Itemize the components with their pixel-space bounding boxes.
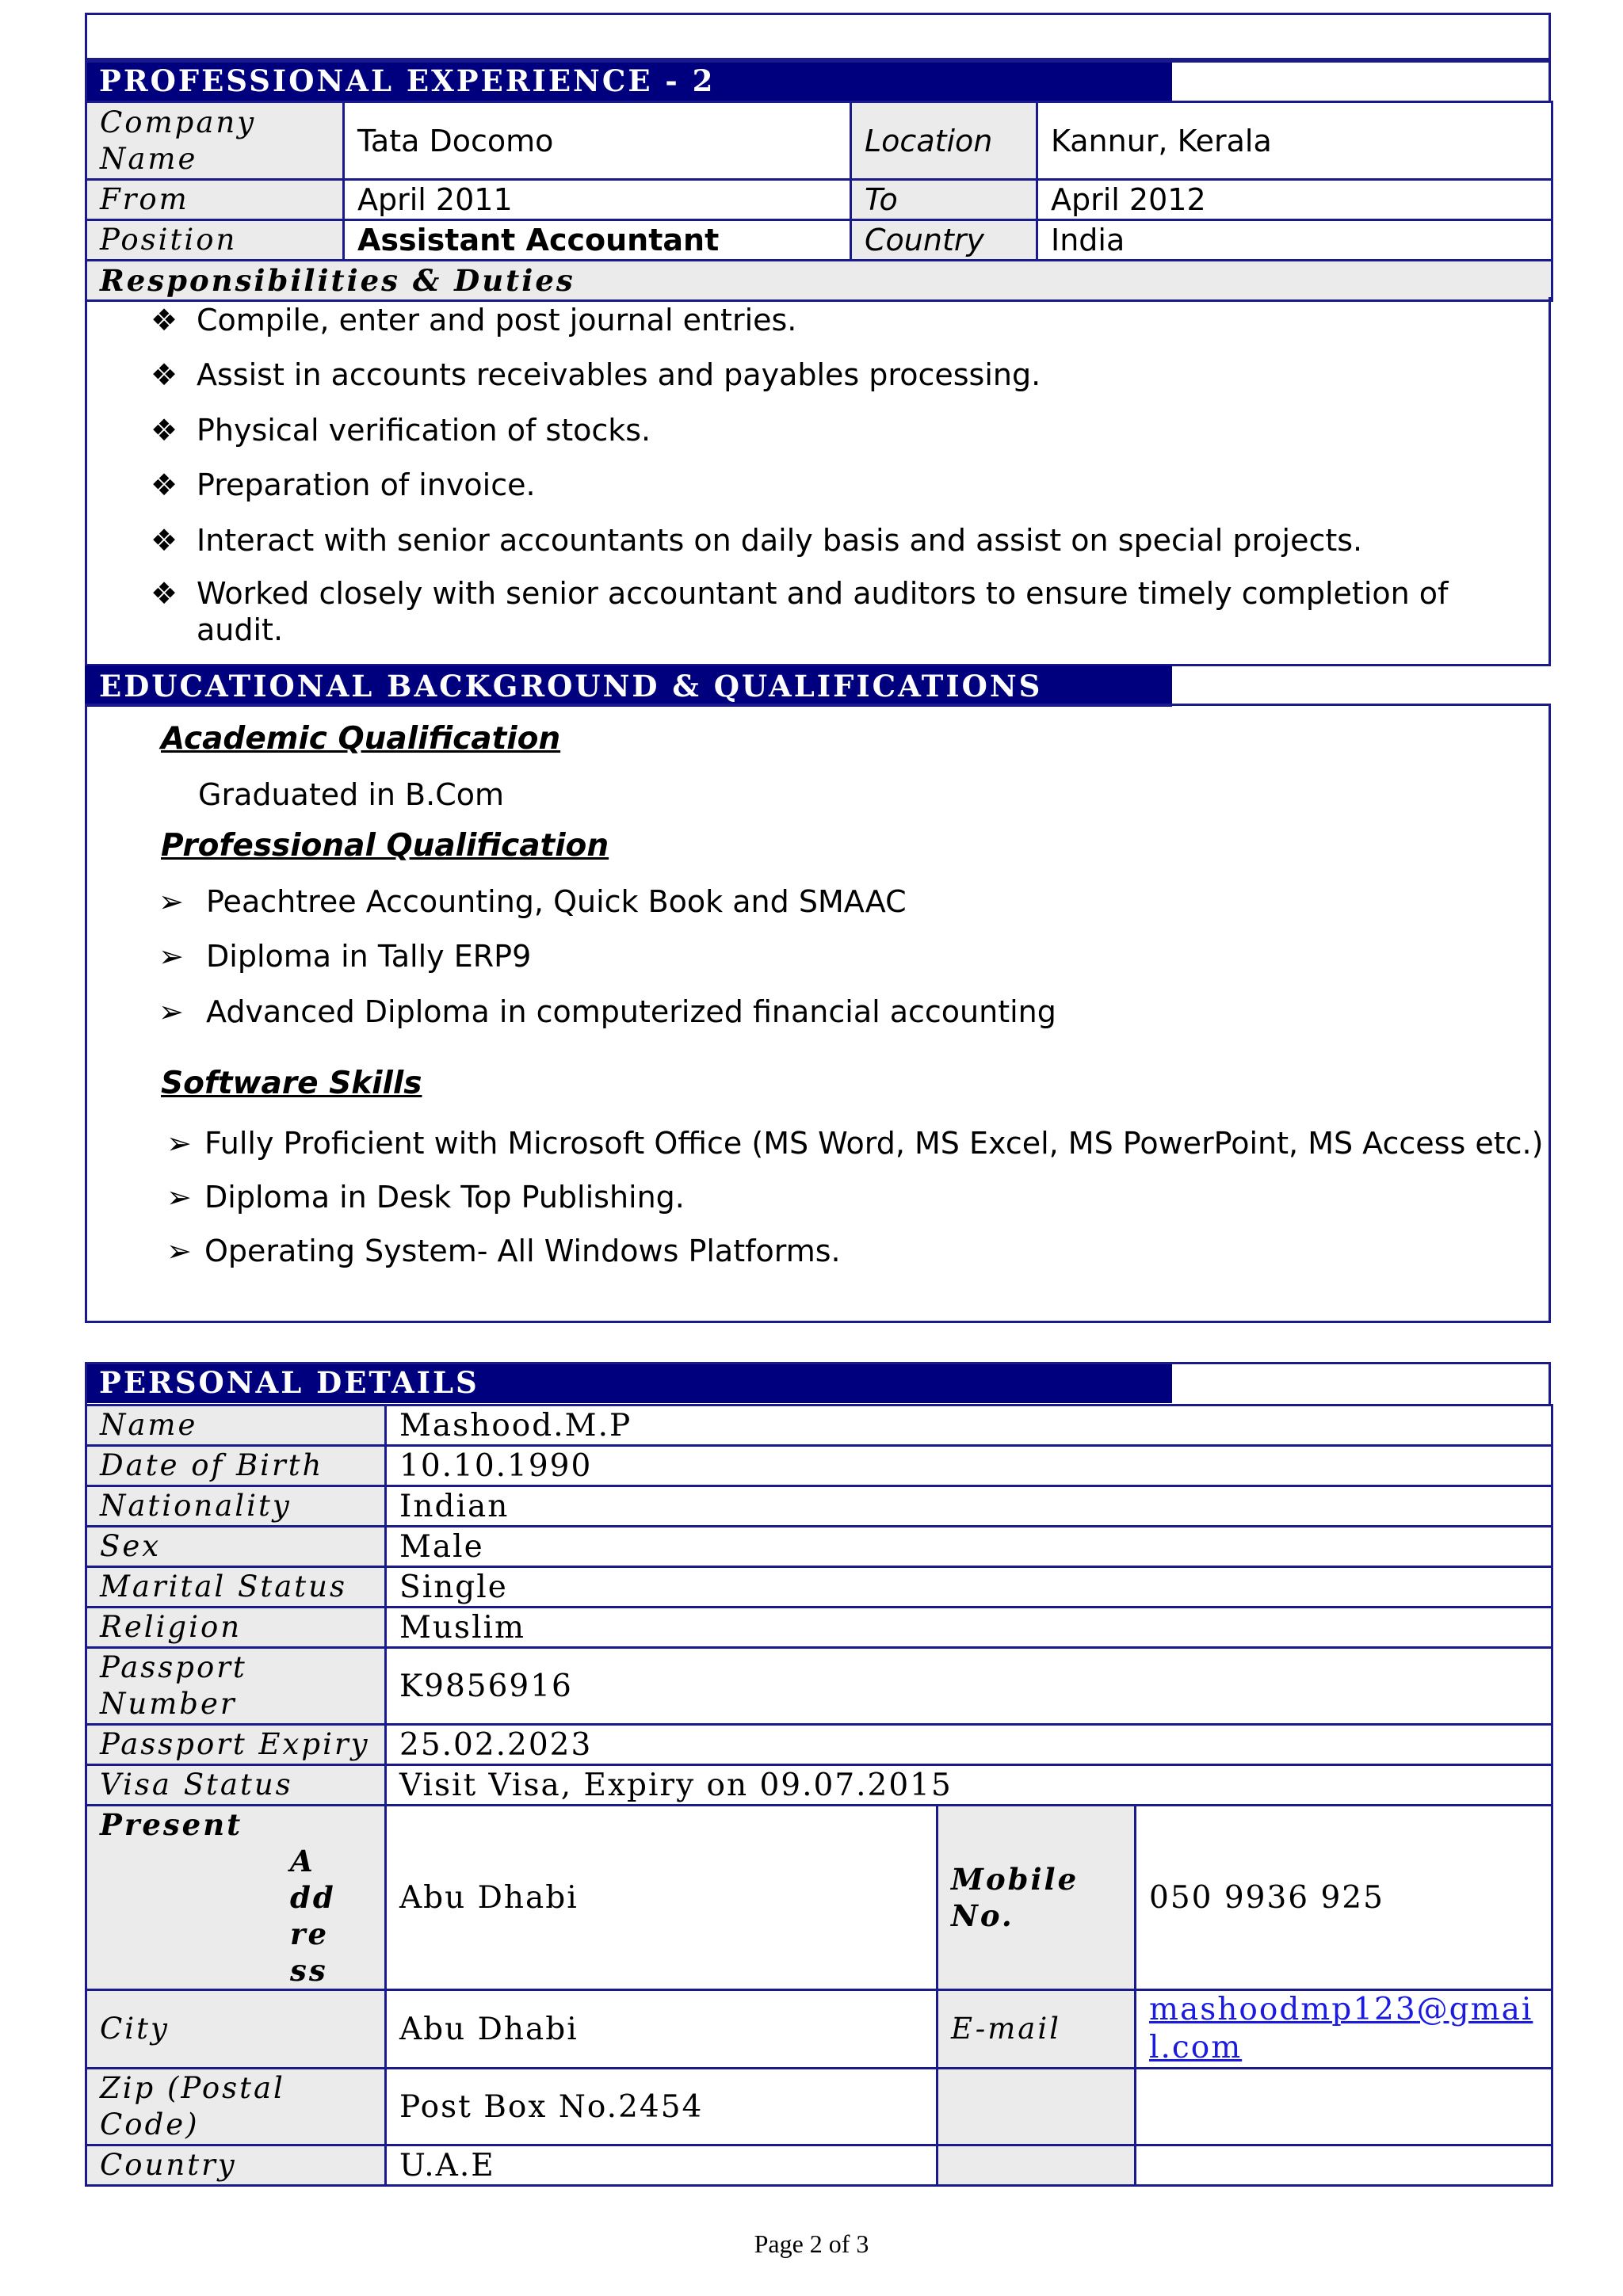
- nationality-label: Nationality: [86, 1486, 386, 1527]
- software-item: ➢ Fully Proficient with Microsoft Office (MS Word, MS Excel, MS PowerPoint, MS Access etc.): [166, 1126, 1544, 1161]
- arrow-bullet-icon: ➢: [166, 1234, 192, 1268]
- location-value: Kannur, Kerala: [1037, 102, 1552, 180]
- personal-heading-frame: [85, 1362, 1551, 1406]
- company-value: Tata Docomo: [344, 102, 851, 180]
- arrow-bullet-icon: ➢: [158, 884, 184, 919]
- duty-item: ❖ Preparation of invoice.: [151, 467, 536, 502]
- religion-value: Muslim: [386, 1608, 1552, 1648]
- top-frame: [85, 13, 1551, 60]
- empty-cell: [938, 2069, 1136, 2145]
- diamond-bullet-icon: ❖: [151, 303, 178, 338]
- arrow-bullet-icon: ➢: [158, 939, 184, 974]
- duty-item: ❖ Compile, enter and post journal entries.: [151, 303, 797, 338]
- duty-item: ❖ Assist in accounts receivables and payables processing.: [151, 357, 1041, 392]
- present-address-label: [86, 1806, 386, 1990]
- arrow-bullet-icon: ➢: [166, 1180, 192, 1215]
- software-item: ➢ Diploma in Desk Top Publishing.: [166, 1180, 685, 1215]
- software-heading: Software Skills: [161, 1066, 422, 1101]
- city-label: City: [86, 1990, 386, 2069]
- personal-table: [85, 1404, 1553, 2187]
- diamond-bullet-icon: ❖: [151, 357, 178, 392]
- email-link[interactable]: mashoodmp123@gmail.com: [1149, 1992, 1533, 2065]
- diamond-bullet-icon: ❖: [151, 467, 178, 502]
- passport-number-value: K9856916: [386, 1648, 1552, 1725]
- marital-value: Single: [386, 1567, 1552, 1608]
- software-item: ➢ Operating System- All Windows Platforms.: [166, 1234, 841, 1268]
- to-value: April 2012: [1037, 180, 1552, 220]
- professional-item: ➢ Advanced Diploma in computerized financial accounting: [158, 994, 1056, 1029]
- diamond-bullet-icon: ❖: [151, 523, 178, 558]
- duties-label: Responsibilities & Duties: [86, 261, 1552, 301]
- zip-label: Zip (Postal Code): [86, 2069, 386, 2145]
- duty-item: ❖ Worked closely with senior accountant and auditors to ensure timely completion of audit.: [151, 576, 1449, 647]
- diamond-bullet-icon: ❖: [151, 413, 178, 448]
- visa-value: Visit Visa, Expiry on 09.07.2015: [386, 1765, 1552, 1806]
- passport-expiry-label: Passport Expiry: [86, 1725, 386, 1765]
- country-value: India: [1037, 220, 1552, 261]
- professional-item: ➢ Peachtree Accounting, Quick Book and SMAAC: [158, 884, 907, 919]
- empty-cell: [1136, 2145, 1552, 2186]
- company-label: Company Name: [86, 102, 344, 180]
- address-country-value: U.A.E: [386, 2145, 938, 2186]
- education-heading: EDUCATIONAL BACKGROUND & QUALIFICATIONS: [85, 666, 1172, 707]
- dob-label: Date of Birth: [86, 1446, 386, 1486]
- arrow-bullet-icon: ➢: [158, 994, 184, 1029]
- professional-item: ➢ Diploma in Tally ERP9: [158, 939, 532, 974]
- address-value: Abu Dhabi: [386, 1806, 938, 1990]
- from-label: From: [86, 180, 344, 220]
- empty-cell: [938, 2145, 1136, 2186]
- academic-heading: Academic Qualification: [161, 721, 561, 757]
- position-value: Assistant Accountant: [344, 220, 851, 261]
- sex-label: Sex: [86, 1527, 386, 1567]
- academic-value: Graduated in B.Com: [198, 777, 504, 812]
- empty-cell: [1136, 2069, 1552, 2145]
- religion-label: Religion: [86, 1608, 386, 1648]
- to-label: To: [851, 180, 1037, 220]
- country-label: Country: [851, 220, 1037, 261]
- mobile-label: Mobile No.: [938, 1806, 1136, 1990]
- marital-label: Marital Status: [86, 1567, 386, 1608]
- experience-heading: PROFESSIONAL EXPERIENCE - 2: [85, 60, 1172, 101]
- duty-item: ❖ Interact with senior accountants on daily basis and assist on special projects.: [151, 523, 1363, 558]
- mobile-value: 050 9936 925: [1136, 1806, 1552, 1990]
- sex-value: Male: [386, 1527, 1552, 1567]
- nationality-value: Indian: [386, 1486, 1552, 1527]
- email-label: E-mail: [938, 1990, 1136, 2069]
- experience-table: [85, 101, 1553, 302]
- experience-heading-frame: [85, 60, 1551, 103]
- address-country-label: Country: [86, 2145, 386, 2186]
- diamond-bullet-icon: ❖: [151, 576, 178, 611]
- present-label: Present: [100, 1807, 243, 1842]
- address-label: Address: [290, 1844, 336, 1988]
- passport-number-label: Passport Number: [86, 1648, 386, 1725]
- visa-label: Visa Status: [86, 1765, 386, 1806]
- from-value: April 2011: [344, 180, 851, 220]
- page-number: Page 2 of 3: [754, 2229, 869, 2258]
- position-label: Position: [86, 220, 344, 261]
- professional-heading: Professional Qualification: [161, 828, 609, 864]
- city-value: Abu Dhabi: [386, 1990, 938, 2069]
- name-label: Name: [86, 1405, 386, 1446]
- duty-item: ❖ Physical verification of stocks.: [151, 413, 651, 448]
- arrow-bullet-icon: ➢: [166, 1126, 192, 1161]
- passport-expiry-value: 25.02.2023: [386, 1725, 1552, 1765]
- zip-value: Post Box No.2454: [386, 2069, 938, 2145]
- dob-value: 10.10.1990: [386, 1446, 1552, 1486]
- location-label: Location: [851, 102, 1037, 180]
- personal-heading: PERSONAL DETAILS: [85, 1362, 1172, 1403]
- name-value: Mashood.M.P: [386, 1405, 1552, 1446]
